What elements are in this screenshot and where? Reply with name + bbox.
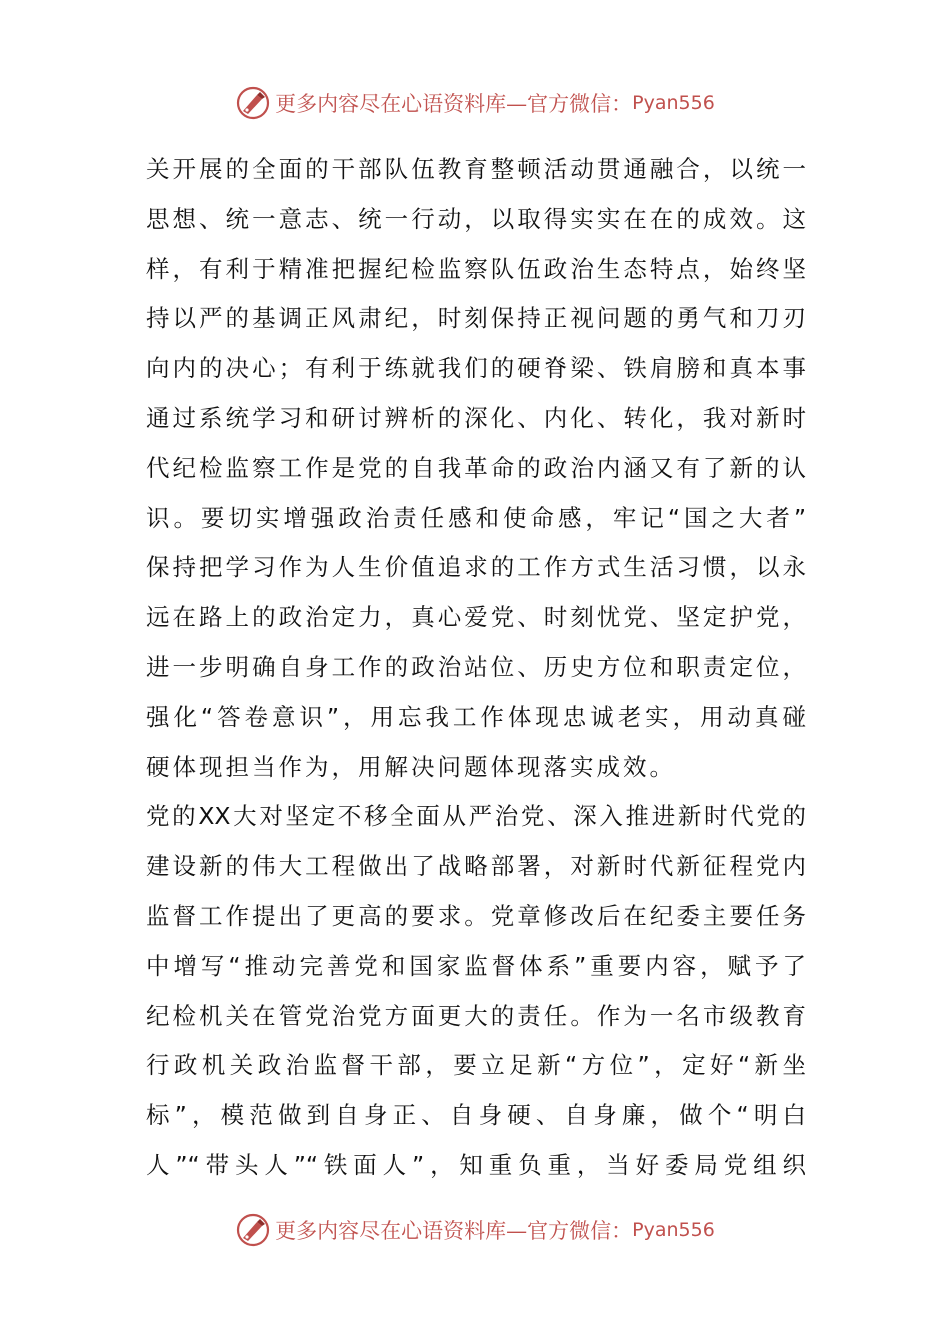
banner-wechat-id: Pyan556 <box>632 92 715 114</box>
text-line: 进一步明确自身工作的政治站位、历史方位和职责定位， <box>146 652 806 681</box>
text-line: 硬体现担当作为，用解决问题体现落实成效。 <box>146 752 676 781</box>
text-line: 代纪检监察工作是党的自我革命的政治内涵又有了新的认 <box>146 453 806 482</box>
banner-main-text: 更多内容尽在心语资料库— <box>275 92 528 116</box>
document-body <box>146 145 806 1191</box>
banner-wechat-id: Pyan556 <box>632 1219 715 1241</box>
text-line: 纪检机关在管党治党方面更大的责任。作为一名市级教育 <box>146 1001 806 1030</box>
text-line: 行政机关政治监督干部，要立足新“方位”，定好“新坐 <box>146 1051 806 1080</box>
text-line: 识。要切实增强政治责任感和使命感，牢记“国之大者” <box>146 503 806 532</box>
banner-wechat-label: 官方微信： <box>527 92 633 116</box>
text-line: 思想、统一意志、统一行动，以取得实实在在的成效。这 <box>146 204 806 233</box>
text-line: 持以严的基调正风肃纪，时刻保持正视问题的勇气和刀刃 <box>146 304 806 333</box>
footer-banner <box>0 1210 950 1250</box>
text-line: 监督工作提出了更高的要求。党章修改后在纪委主要任务 <box>146 901 806 930</box>
text-line: 远在路上的政治定力，真心爱党、时刻忧党、坚定护党， <box>146 603 806 632</box>
banner-wechat-label: 官方微信： <box>527 1219 633 1243</box>
banner-main-text: 更多内容尽在心语资料库— <box>275 1219 528 1243</box>
text-line: 强化“答卷意识”，用忘我工作体现忠诚老实，用动真碰 <box>146 702 806 731</box>
pen-nib-logo-icon <box>235 1212 271 1248</box>
header-banner <box>0 83 950 123</box>
text-line: 建设新的伟大工程做出了战略部署，对新时代新征程党内 <box>146 852 806 881</box>
text-line: 通过系统学习和研讨辨析的深化、内化、转化，我对新时 <box>146 403 806 432</box>
text-line: 标”，模范做到自身正、自身硬、自身廉，做个“明白 <box>146 1101 806 1130</box>
text-line: 向内的决心；有利于练就我们的硬脊梁、铁肩膀和真本事 <box>146 354 806 383</box>
text-line: 人”“带头人”“铁面人”，知重负重，当好委局党组织 <box>146 1150 806 1179</box>
text-line: 关开展的全面的干部队伍教育整顿活动贯通融合，以统一 <box>146 155 806 183</box>
pen-nib-logo-icon <box>235 85 271 121</box>
text-line: 保持把学习作为人生价值追求的工作方式生活习惯，以永 <box>146 553 806 582</box>
text-line: 样，有利于精准把握纪检监察队伍政治生态特点，始终坚 <box>146 254 806 283</box>
text-line: 党的XX大对坚定不移全面从严治党、深入推进新时代党的 <box>146 802 806 831</box>
text-line: 中增写“推动完善党和国家监督体系”重要内容，赋予了 <box>146 951 806 980</box>
